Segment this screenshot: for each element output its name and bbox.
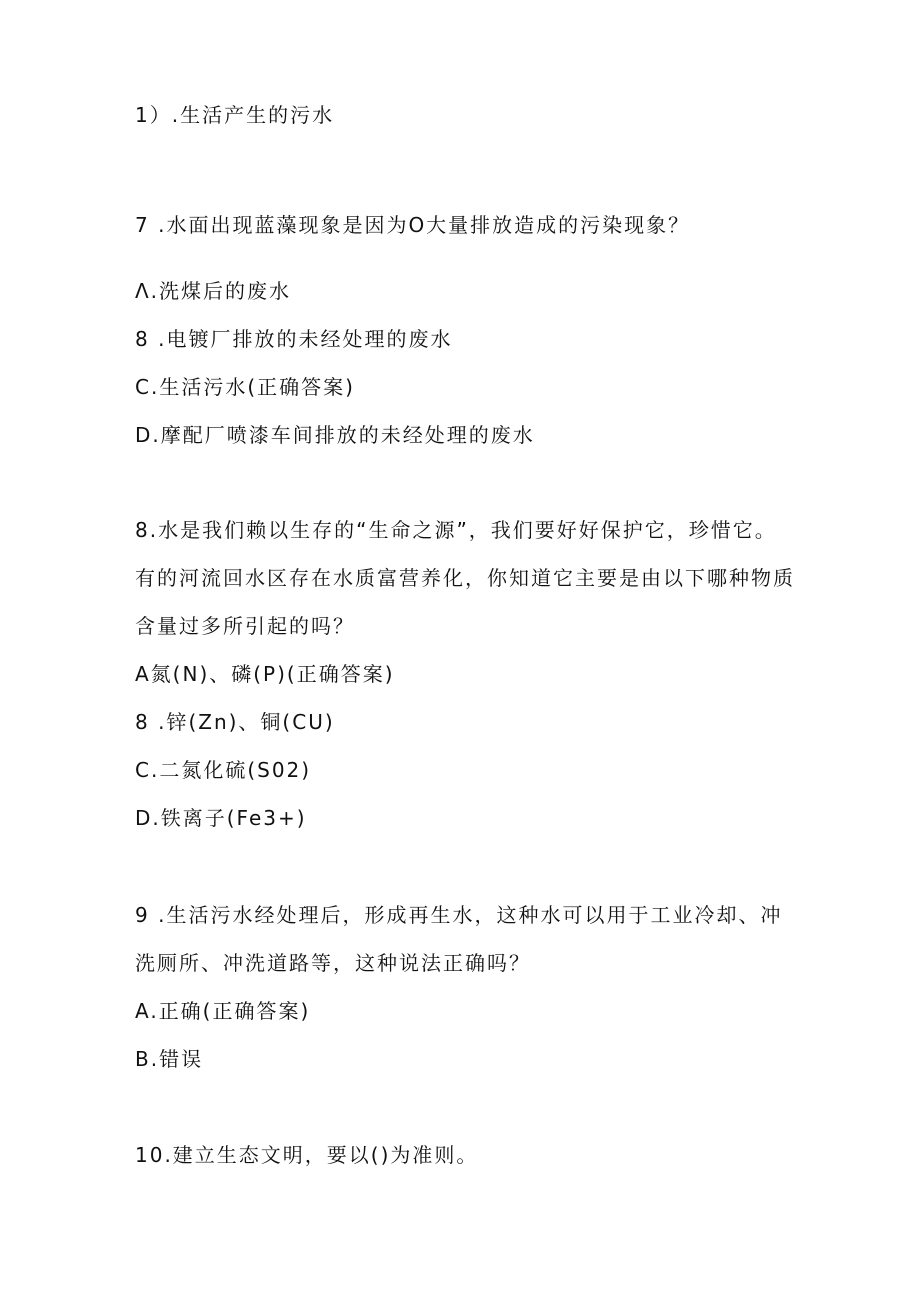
q7-option-b: 8 .电镀厂排放的未经处理的废水: [135, 327, 453, 351]
question-8-line-1: 8.水是我们赖以生存的“生命之源”，我们要好好保护它，珍惜它。: [135, 518, 777, 542]
q7-option-a: Λ.洗煤后的废水: [135, 279, 292, 303]
answer-option-1: 1）.生活产生的污水: [135, 103, 335, 127]
question-9-line-2: 洗厕所、冲洗道路等，这种说法正确吗？: [135, 951, 531, 975]
q8-option-d: D.铁离子(Fe3+): [135, 806, 307, 830]
question-7: 7 .水面出现蓝藻现象是因为O大量排放造成的污染现象？: [135, 213, 691, 237]
q8-option-c: C.二氮化硫(S02): [135, 758, 312, 782]
question-9-line-1: 9 .生活污水经处理后，形成再生水，这种水可以用于工业冷却、冲: [135, 903, 783, 927]
q7-option-d: D.摩配厂喷漆车间排放的未经处理的废水: [135, 423, 535, 447]
question-10: 10.建立生态文明，要以()为准则。: [135, 1143, 479, 1167]
q7-option-c: C.生活污水(正确答案): [135, 375, 355, 399]
q9-option-a: A.正确(正确答案): [135, 999, 311, 1023]
q8-option-b: 8 .锌(Zn)、铜(CU): [135, 710, 335, 734]
question-8-line-3: 含量过多所引起的吗？: [135, 614, 355, 638]
q9-option-b: B.错误: [135, 1047, 204, 1071]
question-8-line-2: 有的河流回水区存在水质富营养化，你知道它主要是由以下哪种物质: [135, 566, 795, 590]
q8-option-a: A氮(N)、磷(P)(正确答案): [135, 662, 395, 686]
